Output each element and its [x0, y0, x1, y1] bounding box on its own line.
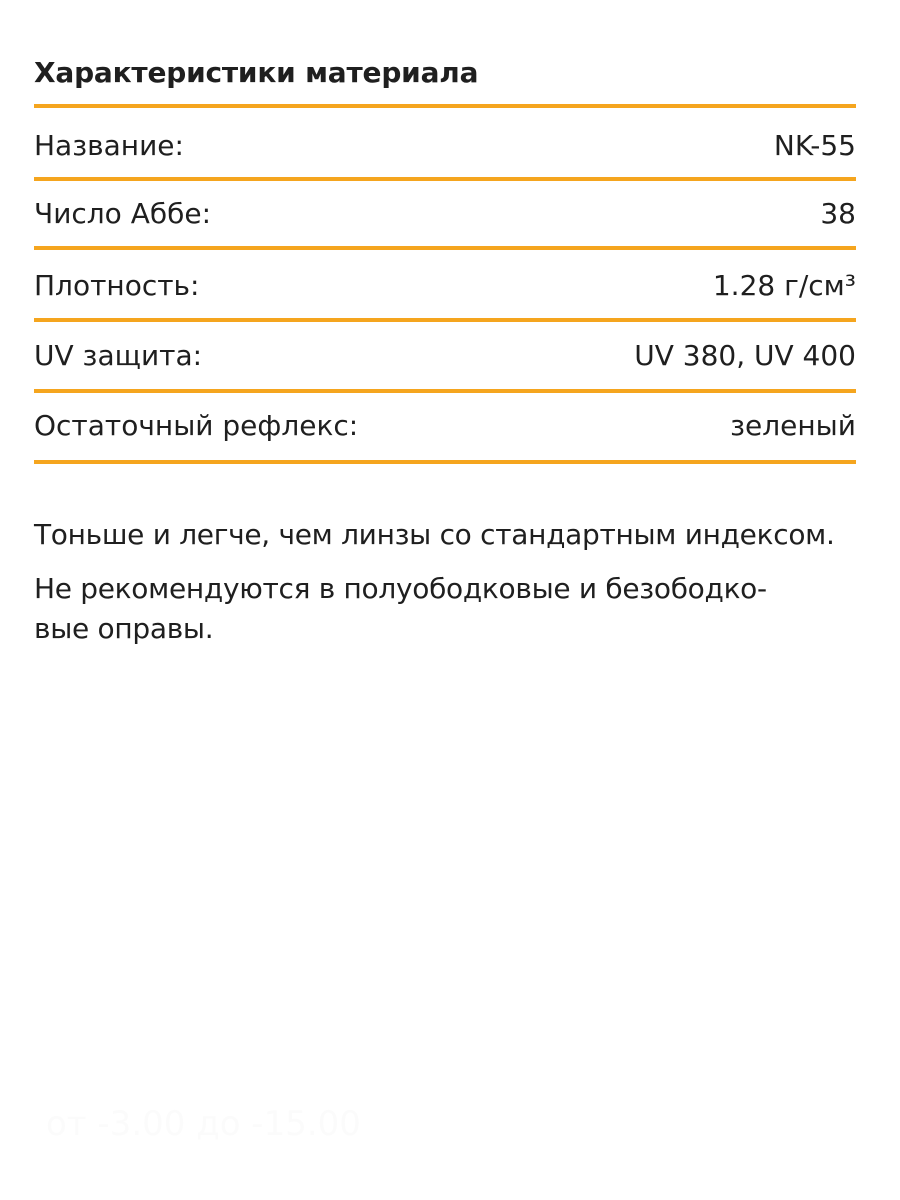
- spec-row-abbe: [34, 196, 856, 232]
- spec-value: UV 380, UV 400: [634, 339, 856, 372]
- spec-value: зеленый: [730, 409, 856, 442]
- spec-label: Плотность:: [34, 269, 200, 302]
- divider: [34, 177, 856, 181]
- faint-power-range-note: от -3.00 до -15.00: [46, 1104, 361, 1144]
- divider: [34, 246, 856, 250]
- spec-value: 1.28 г/см³: [712, 269, 856, 302]
- spec-label: Число Аббе:: [34, 197, 212, 230]
- spec-label: UV защита:: [34, 339, 203, 372]
- divider: [34, 389, 856, 393]
- divider: [34, 460, 856, 464]
- spec-value: NK-55: [773, 129, 856, 162]
- spec-row-reflex: [34, 408, 856, 444]
- spec-label: Название:: [34, 129, 184, 162]
- description-line: вые оправы.: [34, 612, 214, 645]
- spec-title: Характеристики материала: [34, 56, 479, 89]
- divider: [34, 318, 856, 322]
- spec-row-uv: [34, 338, 856, 374]
- spec-label: Остаточный рефлекс:: [34, 409, 359, 442]
- spec-row-name: [34, 128, 856, 164]
- spec-row-density: [34, 268, 856, 304]
- description-line: Не рекомендуются в полуободковые и безободко-: [34, 572, 767, 605]
- divider: [34, 104, 856, 108]
- description-line: Тоньше и легче, чем линзы со стандартным индексом.: [34, 518, 835, 551]
- spec-value: 38: [820, 197, 856, 230]
